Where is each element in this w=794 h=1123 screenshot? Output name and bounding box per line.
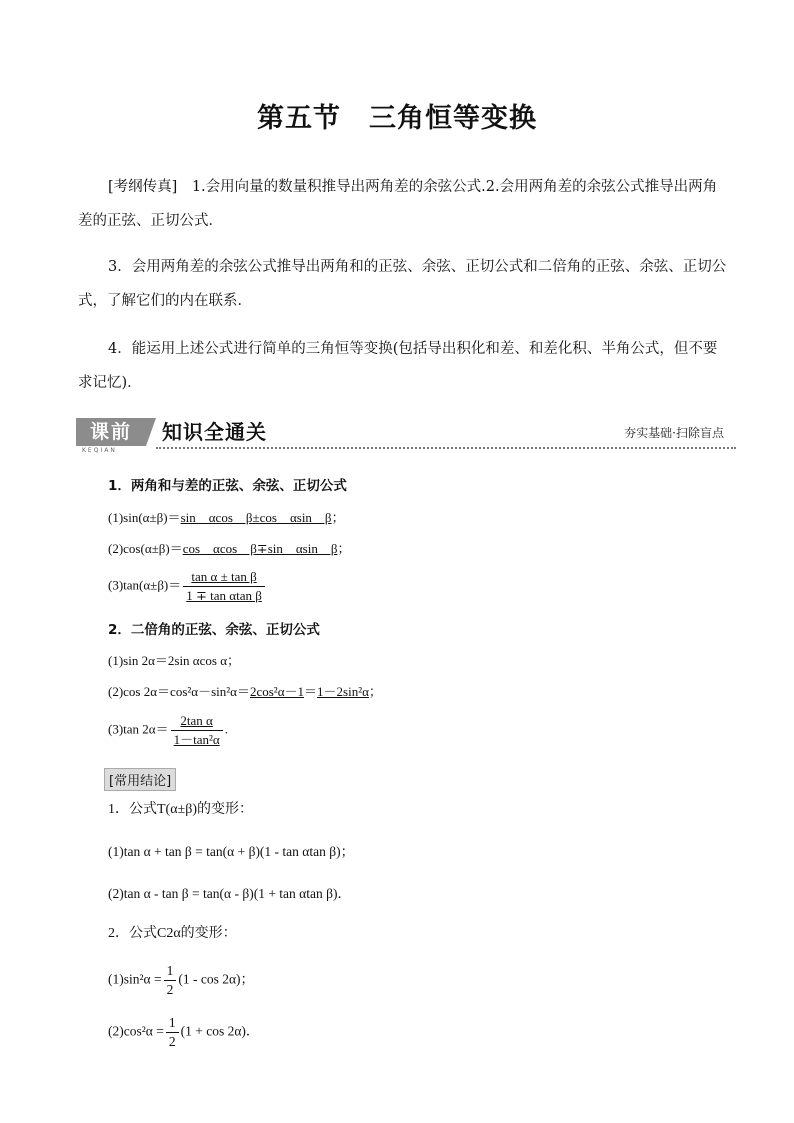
banner-badge: 课前 — [76, 418, 146, 446]
outline-para-1 — [78, 170, 728, 238]
fraction-denominator: 2 — [168, 1034, 176, 1049]
conclusion-item-1a: (1)tan α + tan β = tan(α + β)(1 - tan αtan β)； — [108, 844, 355, 859]
formula-tan-sum — [108, 568, 267, 605]
formula-sin-sum — [108, 508, 345, 528]
formula-lhs: (1)sin(α±β)＝ — [108, 510, 181, 525]
formula-end: ； — [337, 541, 351, 556]
section-banner — [76, 418, 736, 454]
fraction-denominator: 1 ∓ tan αtan β — [186, 588, 262, 603]
formula-answer-a: 2cos²α－1 — [249, 684, 305, 699]
conclusion-item-2b — [108, 1014, 259, 1051]
formula-lhs: (3)tan(α±β)＝ — [108, 577, 182, 593]
formula-tan-double — [108, 712, 228, 749]
formula-eq: ＝ — [304, 684, 318, 699]
fraction-denominator: 1－tan²α — [173, 732, 220, 747]
page-title: 第五节 三角恒等变换 — [257, 103, 537, 134]
formula-answer-b: 1－2sin²α — [317, 684, 369, 699]
conclusion-item-1: 1．公式T(α±β)的变形： — [108, 802, 254, 817]
section1-heading: 1．两角和与差的正弦、余弦、正切公式 — [108, 478, 347, 494]
formula-answer: sin αcos β±cos αsin β — [180, 510, 332, 525]
formula-end: ； — [368, 684, 382, 699]
formula-answer: cos αcos β∓sin αsin β — [182, 541, 338, 556]
conclusion-item-2a — [108, 962, 254, 999]
section2-heading: 2．二倍角的正弦、余弦、正切公式 — [108, 622, 320, 638]
fraction-denominator: 2 — [166, 982, 174, 997]
fraction-numerator: 1 — [164, 962, 177, 981]
fraction-numerator: 1 — [166, 1014, 179, 1033]
outline-para-2: 3．会用两角差的余弦公式推导出两角和的正弦、余弦、正切公式和二倍角的正弦、余弦、正切公式，了解它们的内在联系． — [78, 259, 727, 309]
outline-text-1: [考纲传真] 1.会用向量的数量积推导出两角差的余弦公式.2.会用两角差的余弦公式推导出两角差的正弦、正切公式． — [78, 179, 718, 229]
banner-title: 知识全通关 — [162, 420, 267, 444]
formula-end: . — [224, 721, 228, 737]
formula-sin-double: (1)sin 2α＝2sin αcos α； — [108, 653, 241, 668]
banner-right-text: 夯实基础·扫除盲点 — [624, 426, 724, 440]
conclusion-item-2: 2．公式C2α的变形： — [108, 926, 237, 941]
outline-para-3: 4．能运用上述公式进行简单的三角恒等变换(包括导出积化和差、和差化积、半角公式，但不要求记忆)． — [78, 341, 718, 391]
conclusion-item-1b: (2)tan α - tan β = tan(α - β)(1 + tan αtan β)． — [108, 886, 351, 901]
fraction-numerator: tan α ± tan β — [183, 568, 265, 587]
formula-rhs: (1 - cos 2α)； — [178, 971, 255, 987]
conclusions-tag: [常用结论] — [104, 768, 176, 791]
fraction — [164, 962, 177, 999]
formula-lhs: (2)cos 2α＝cos²α－sin²α＝ — [108, 684, 250, 699]
banner-badge-subtitle: KEQIAN — [82, 447, 117, 454]
formula-end: ； — [331, 510, 345, 525]
formula-rhs: (1 + cos 2α)． — [180, 1023, 260, 1039]
formula-cos-sum — [108, 539, 350, 559]
formula-lhs: (1)sin²α = — [108, 971, 162, 987]
fraction — [171, 712, 223, 749]
banner-divider — [156, 447, 736, 449]
formula-lhs: (2)cos(α±β)＝ — [108, 541, 183, 556]
fraction — [166, 1014, 179, 1051]
banner-arrow-shape — [146, 418, 156, 446]
formula-cos-double — [108, 682, 382, 702]
formula-lhs: (3)tan 2α＝ — [108, 721, 169, 737]
fraction-numerator: 2tan α — [171, 712, 223, 731]
fraction — [183, 568, 265, 605]
formula-lhs: (2)cos²α = — [108, 1023, 164, 1039]
